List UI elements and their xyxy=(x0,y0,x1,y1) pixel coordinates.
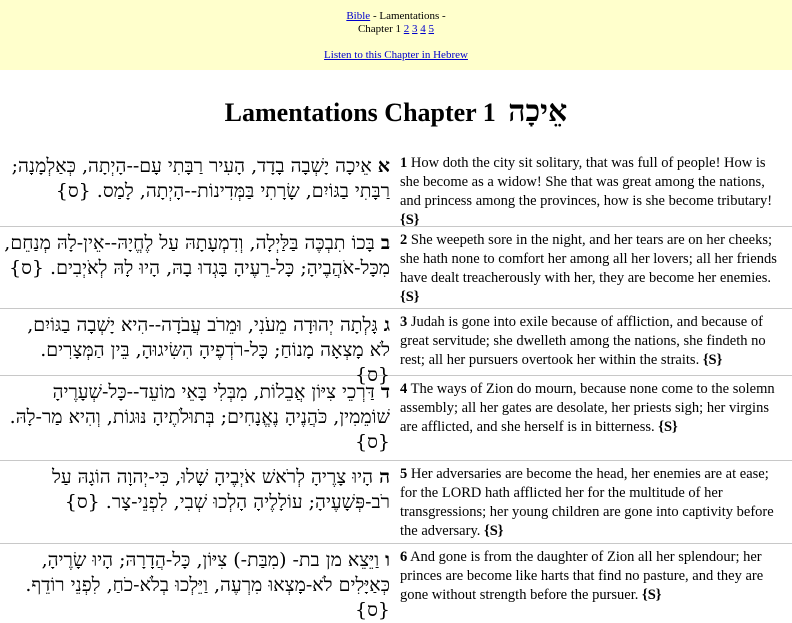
english-verse xyxy=(400,380,786,437)
chapter-link-5[interactable]: 5 xyxy=(428,23,435,35)
breadcrumb xyxy=(0,10,792,23)
verse-number: 4 xyxy=(400,381,408,397)
section-marker: {S} xyxy=(400,289,420,305)
listen-hebrew-link[interactable]: Listen to this Chapter in Hebrew xyxy=(324,49,468,61)
hebrew-verse xyxy=(2,231,390,281)
verse-row xyxy=(0,461,792,544)
verse-text: Judah is gone into exile because of affliction, and because of great servitude; she dwelleth among the nations, she findeth no rest; all her pursuers overtook her within the straits. xyxy=(400,314,766,368)
hebrew-verse xyxy=(2,380,390,455)
verse-number: 6 xyxy=(400,549,408,565)
english-verse xyxy=(400,154,786,230)
hebrew-verse-text: אֵיכָה יָשְׁבָה בָדָד, הָעִיר רַבָּתִי עָם--הָיְתָה, כְּאַלְמָנָה; רַבָּתִי בַגּוֹיִם, שָׂרָתִי בַּמְּדִינוֹת--הָיְתָה, לָמַס. {ס} xyxy=(11,155,390,202)
hebrew-verse-number: ה xyxy=(379,466,390,488)
hebrew-verse-number: ד xyxy=(380,381,390,403)
hebrew-verse-number: ג xyxy=(383,314,390,336)
section-marker: {S} xyxy=(484,523,504,539)
hebrew-verse-number: א xyxy=(377,155,390,177)
bible-link[interactable]: Bible xyxy=(346,10,371,22)
hebrew-verse-text: בָּכוֹ תִבְכֶּה בַּלַּיְלָה, וְדִמְעָתָהּ עַל לֶחֱיָהּ--אֵין-לָהּ מְנַחֵם, מִכָּל-אֹהֲבֶיהָ; כָּל-רֵעֶיהָ בָּגְדוּ בָהּ, הָיוּ לָהּ לְאֹיְבִים. {ס} xyxy=(4,232,390,279)
english-verse xyxy=(400,231,786,307)
hebrew-verse-number: ו xyxy=(385,549,390,571)
verse-text: Her adversaries are become the head, her enemies are at ease; for the LORD hath afflicted her for the multitude of her transgressions; her young children are gone into captivity before the adversary. xyxy=(400,466,774,539)
hebrew-verse xyxy=(2,548,390,623)
english-verse xyxy=(400,313,786,370)
verse-row xyxy=(0,544,792,621)
section-marker: {S} xyxy=(658,419,678,435)
verse-row xyxy=(0,150,792,227)
hebrew-verse-text: גָּלְתָה יְהוּדָה מֵעֹנִי, וּמֵרֹב עֲבֹדָה--הִיא יָשְׁבָה בַגּוֹיִם, לֹא מָצְאָה מָנוֹחַ; כָּל-רֹדְפֶיהָ הִשִּׂיגוּהָ, בֵּין הַמְּצָרִים. {ס} xyxy=(27,314,390,386)
current-chapter: 1 xyxy=(395,23,402,35)
verse-number: 2 xyxy=(400,232,408,248)
section-marker: {S} xyxy=(702,352,723,368)
hebrew-verse xyxy=(2,154,390,204)
hebrew-verse-text: וַיֵּצֵא מן בת- (מִבַּת-) צִיּוֹן, כָּל-הֲדָרָהּ; הָיוּ שָׂרֶיהָ, כְּאַיָּלִים לֹא-מָצְאוּ מִרְעֶה, וַיֵּלְכוּ בְלֹא-כֹחַ, לִפְנֵי רוֹדֵף. {ס} xyxy=(25,549,390,621)
chapter-link-2[interactable]: 2 xyxy=(403,23,410,35)
chapter-label: Chapter xyxy=(357,23,396,35)
chapter-link-3[interactable]: 3 xyxy=(412,23,418,35)
title-text: Lamentations Chapter 1 xyxy=(224,98,496,127)
verse-text: How doth the city sit solitary, that was full of people! How is she become as a widow! She that was great among the nations, and princess among the provinces, how is she become tributary! xyxy=(400,155,773,209)
navigation-bar xyxy=(0,0,792,70)
page-title xyxy=(0,95,792,129)
english-verse xyxy=(400,465,786,541)
section-marker: {S} xyxy=(400,212,420,228)
verse-text: The ways of Zion do mourn, because none come to the solemn assembly; all her gates are desolate, her priests sigh; her virgins are afflicted, and she herself is in bitterness. xyxy=(400,381,775,435)
chapter-link-4[interactable]: 4 xyxy=(420,23,426,35)
section-marker: {S} xyxy=(642,587,662,603)
verse-text: And gone is from the daughter of Zion all her splendour; her princes are become like harts that find no pasture, and they are gone without strength before the pursuer. xyxy=(400,549,764,603)
hebrew-verse xyxy=(2,465,390,515)
verse-row xyxy=(0,227,792,309)
book-label: - Lamentations - xyxy=(370,10,446,22)
chapter-links xyxy=(0,23,792,36)
hebrew-verse-text: הָיוּ צָרֶיהָ לְרֹאשׁ אֹיְבֶיהָ שָׁלוּ, כִּי-יְהוָה הוֹגָהּ עַל רֹב-פְּשָׁעֶיהָ; עוֹלָלֶיהָ הָלְכוּ שְׁבִי, לִפְנֵי-צָר. {ס} xyxy=(51,466,390,513)
verse-number: 3 xyxy=(400,314,408,330)
verse-number: 1 xyxy=(400,155,408,171)
hebrew-verse-number: ב xyxy=(380,232,390,254)
verse-row xyxy=(0,376,792,461)
verse-number: 5 xyxy=(400,466,408,482)
hebrew-verse-text: דַּרְכֵי צִיּוֹן אֲבֵלוֹת, מִבְּלִי בָּאֵי מוֹעֵד--כָּל-שְׁעָרֶיהָ שׁוֹמֵמִין, כֹּהֲנֶיהָ נֶאֱנָחִים; בְּתוּלֹתֶיהָ נּוּגוֹת, וְהִיא מַר-לָהּ. {ס} xyxy=(9,381,390,453)
verse-text: She weepeth sore in the night, and her tears are on her cheeks; she hath none to comfort her among all her lovers; all her friends have dealt treacherously with her, they are become her enemies. xyxy=(400,232,777,286)
verse-row xyxy=(0,309,792,386)
verse-table xyxy=(0,150,792,621)
hebrew-title: אֵיכָה xyxy=(508,95,568,128)
english-verse xyxy=(400,548,786,605)
